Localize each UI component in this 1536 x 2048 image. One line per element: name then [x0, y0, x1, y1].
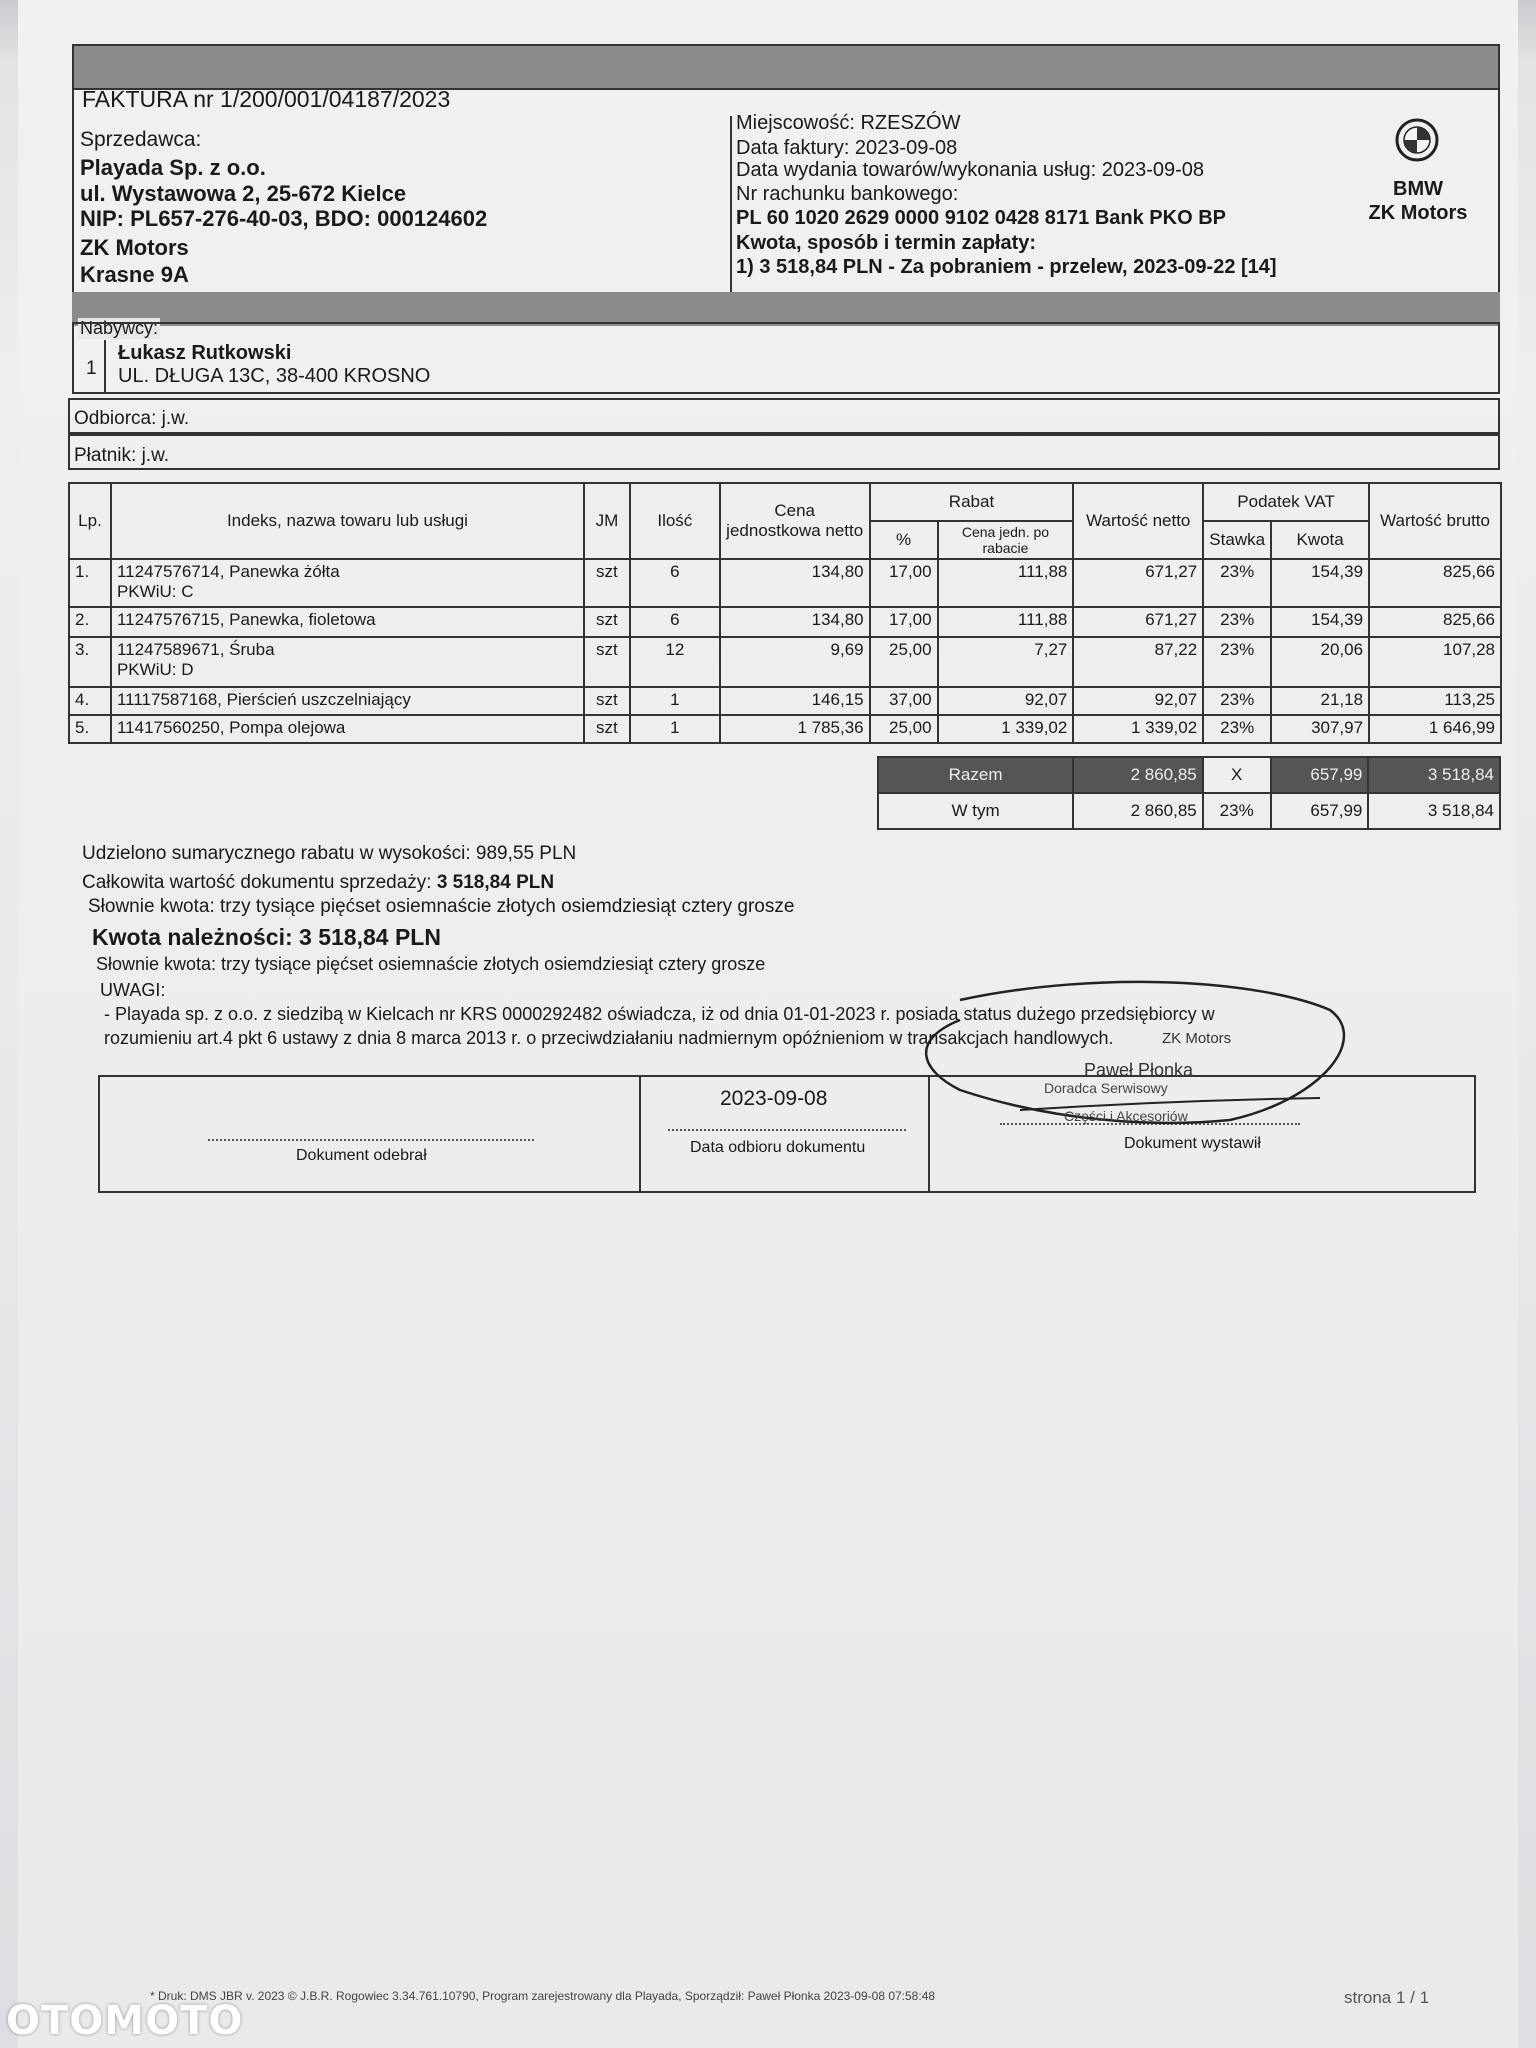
item-name-text: 11247576715, Panewka, fioletowa — [116, 610, 376, 629]
col-net: Wartość netto — [1073, 483, 1203, 559]
item-price: 9,69 — [720, 637, 870, 687]
receipt-date: 2023-09-08 — [720, 1087, 828, 1110]
item-discount-price: 92,07 — [938, 687, 1074, 715]
amount-due-label: Kwota należności: — [92, 924, 293, 950]
seller-branch-street: Krasne 9A — [80, 262, 189, 287]
item-unit: szt — [584, 687, 630, 715]
of-which-net: 2 860,85 — [1073, 793, 1203, 829]
table-row — [69, 715, 1501, 743]
item-lp: 1. — [69, 559, 111, 607]
buyer-number: 1 — [86, 358, 97, 379]
item-lp: 5. — [69, 715, 111, 743]
item-gross: 107,28 — [1369, 637, 1501, 687]
place-of-issue: Miejscowość: RZESZÓW — [736, 112, 961, 134]
receipt-date-label: Data odbioru dokumentu — [690, 1139, 866, 1156]
bank-account: PL 60 1020 2629 0000 9102 0428 8171 Bank PKO BP — [736, 207, 1226, 229]
item-unit: szt — [584, 607, 630, 637]
of-which-rate: 23% — [1203, 793, 1271, 829]
item-gross: 113,25 — [1369, 687, 1501, 715]
item-vat-rate: 23% — [1203, 607, 1271, 637]
of-which-gross: 3 518,84 — [1368, 793, 1500, 829]
seller-address: ul. Wystawowa 2, 25-672 Kielce — [80, 181, 407, 206]
item-qty: 6 — [630, 607, 720, 637]
seller-branch: ZK Motors — [80, 235, 189, 260]
item-name-text: 11247589671, Śruba — [116, 640, 275, 659]
discount-summary: Udzielono sumarycznego rabatu w wysokości: 989,55 PLN — [82, 843, 577, 864]
item-unit: szt — [584, 715, 630, 743]
received-dots — [208, 1139, 534, 1141]
col-vat-rate: Stawka — [1203, 521, 1271, 559]
item-net: 671,27 — [1073, 559, 1203, 607]
col-vat-amount: Kwota — [1271, 521, 1369, 559]
issued-label: Dokument wystawił — [1124, 1135, 1261, 1152]
item-lp: 2. — [69, 607, 111, 637]
item-gross: 1 646,99 — [1369, 715, 1501, 743]
received-cell — [100, 1077, 641, 1191]
seller-nip: NIP: PL657-276-40-03, BDO: 000124602 — [80, 206, 488, 231]
item-lp: 3. — [69, 637, 111, 687]
item-qty: 1 — [630, 715, 720, 743]
item-discount-pct: 17,00 — [870, 559, 938, 607]
bank-account-label: Nr rachunku bankowego: — [736, 183, 959, 205]
item-price: 146,15 — [720, 687, 870, 715]
delivery-date: Data wydania towarów/wykonania usług: 2023-09-08 — [736, 159, 1205, 181]
note-line-2: rozumieniu art.4 pkt 6 ustawy z dnia 8 marca 2013 r. o przeciwdziałaniu nadmiernym opóźnieniom w transakcjach handlowych. — [104, 1028, 1114, 1048]
total-value-line — [82, 872, 554, 894]
item-vat-amount: 307,97 — [1271, 715, 1369, 743]
item-vat-rate: 23% — [1203, 637, 1271, 687]
item-discount-pct: 25,00 — [870, 715, 938, 743]
total-value-label: Całkowita wartość dokumentu sprzedaży: — [82, 872, 432, 893]
of-which-row — [878, 793, 1500, 829]
otomoto-watermark: OTOMOTO — [6, 1998, 244, 2044]
seller-name: Playada Sp. z o.o. — [80, 155, 266, 180]
item-discount-pct: 25,00 — [870, 637, 938, 687]
payer-box — [68, 434, 1500, 470]
recipient: Odbiorca: j.w. — [74, 408, 190, 429]
item-discount-price: 111,88 — [938, 607, 1074, 637]
buyer-name: Łukasz Rutkowski — [118, 342, 292, 364]
item-discount-price: 1 339,02 — [938, 715, 1074, 743]
item-name-text: 11247576714, Panewka żółta — [116, 562, 340, 581]
buyer-band — [72, 292, 1500, 326]
item-qty: 1 — [630, 687, 720, 715]
item-price: 1 785,36 — [720, 715, 870, 743]
table-row — [69, 607, 1501, 637]
received-label: Dokument odebrał — [296, 1147, 427, 1164]
item-name — [111, 559, 584, 607]
stamp-name: Paweł Płonka — [1084, 1060, 1194, 1080]
item-qty: 12 — [630, 637, 720, 687]
table-row — [69, 687, 1501, 715]
brand-zk-motors: ZK Motors — [1368, 202, 1468, 224]
item-vat-amount: 21,18 — [1271, 687, 1369, 715]
item-name — [111, 715, 584, 743]
seller-label: Sprzedawca: — [80, 128, 202, 151]
item-name-text: 11117587168, Pierścień uszczelniający — [116, 690, 411, 709]
receipt-date-dots — [668, 1129, 906, 1131]
stamp-company: ZK Motors — [1162, 1030, 1232, 1047]
item-unit: szt — [584, 559, 630, 607]
item-name-text: 11417560250, Pompa olejowa — [116, 718, 346, 737]
total-row — [878, 757, 1500, 793]
item-discount-pct: 17,00 — [870, 607, 938, 637]
recipient-box — [68, 398, 1500, 434]
col-name: Indeks, nazwa towaru lub usługi — [111, 483, 584, 559]
signature-stamp — [900, 980, 1380, 1130]
item-vat-amount: 20,06 — [1271, 637, 1369, 687]
col-discount-pct: % — [870, 521, 938, 559]
invoice-date: Data faktury: 2023-09-08 — [736, 137, 958, 159]
total-value: 3 518,84 PLN — [436, 872, 555, 893]
stamp-role: Doradca Serwisowy — [1044, 1080, 1168, 1096]
bmw-roundel-icon — [1395, 118, 1439, 162]
item-gross: 825,66 — [1369, 607, 1501, 637]
col-price: Cena jednostkowa netto — [720, 483, 870, 559]
item-vat-rate: 23% — [1203, 687, 1271, 715]
total-label: Razem — [878, 757, 1073, 793]
total-vat: 657,99 — [1271, 757, 1369, 793]
item-pkwiu: PKWiU: D — [116, 660, 194, 679]
note-line-1: - Playada sp. z o.o. z siedzibą w Kielcach nr KRS 0000292482 oświadcza, iż od dnia 01-01-2023 r. posiada status dużego przedsiębiorcy w — [104, 1004, 1215, 1024]
item-gross: 825,66 — [1369, 559, 1501, 607]
item-vat-amount: 154,39 — [1271, 559, 1369, 607]
col-vat: Podatek VAT — [1203, 483, 1369, 521]
payer: Płatnik: j.w. — [74, 445, 170, 466]
footer-imprint: * Druk: DMS JBR v. 2023 © J.B.R. Rogowiec 3.34.761.10790, Program zarejestrowany dla Playada, Sporządził: Paweł Płonka 2023-09-08 07:58:48 — [150, 1989, 936, 2003]
amount-in-words-2: Słownie kwota: trzy tysiące pięćset osiemnaście złotych osiemdziesiąt cztery grosze — [96, 954, 766, 974]
table-header-row — [69, 483, 1501, 521]
item-name — [111, 607, 584, 637]
buyer-divider — [104, 340, 106, 394]
of-which-label: W tym — [878, 793, 1073, 829]
item-vat-amount: 154,39 — [1271, 607, 1369, 637]
total-rate: X — [1203, 757, 1271, 793]
item-pkwiu: PKWiU: C — [116, 582, 194, 601]
item-name — [111, 687, 584, 715]
item-net: 92,07 — [1073, 687, 1203, 715]
col-jm: JM — [584, 483, 630, 559]
item-net: 1 339,02 — [1073, 715, 1203, 743]
item-price: 134,80 — [720, 607, 870, 637]
item-qty: 6 — [630, 559, 720, 607]
col-lp: Lp. — [69, 483, 111, 559]
notes-label: UWAGI: — [100, 980, 166, 1000]
col-discount-price: Cena jedn. po rabacie — [938, 521, 1074, 559]
brand-bmw: BMW — [1393, 178, 1443, 200]
buyer-address: UL. DŁUGA 13C, 38-400 KROSNO — [118, 365, 431, 387]
item-net: 87,22 — [1073, 637, 1203, 687]
amount-in-words-1: Słownie kwota: trzy tysiące pięćset osiemnaście złotych osiemdziesiąt cztery grosze — [88, 896, 795, 917]
stamp-dept: Części i Akcesoriów — [1064, 1108, 1188, 1124]
col-qty: Ilość — [630, 483, 720, 559]
table-row — [69, 637, 1501, 687]
item-discount-price: 111,88 — [938, 559, 1074, 607]
item-price: 134,80 — [720, 559, 870, 607]
page-number: strona 1 / 1 — [1344, 1988, 1430, 2007]
totals-table — [877, 756, 1501, 830]
item-discount-pct: 37,00 — [870, 687, 938, 715]
of-which-vat: 657,99 — [1271, 793, 1369, 829]
invoice-header-bar — [72, 44, 1500, 90]
payment-label: Kwota, sposób i termin zapłaty: — [736, 232, 1037, 254]
item-vat-rate: 23% — [1203, 559, 1271, 607]
table-row — [69, 559, 1501, 607]
item-name — [111, 637, 584, 687]
item-vat-rate: 23% — [1203, 715, 1271, 743]
items-table — [68, 482, 1502, 744]
item-net: 671,27 — [1073, 607, 1203, 637]
amount-due: 3 518,84 PLN — [299, 924, 441, 950]
total-gross: 3 518,84 — [1368, 757, 1500, 793]
item-unit: szt — [584, 637, 630, 687]
buyer-label: Nabywcy: — [80, 318, 159, 338]
item-lp: 4. — [69, 687, 111, 715]
col-discount: Rabat — [870, 483, 1074, 521]
invoice-title: FAKTURA nr 1/200/001/04187/2023 — [82, 86, 451, 112]
item-discount-price: 7,27 — [938, 637, 1074, 687]
total-net: 2 860,85 — [1073, 757, 1203, 793]
payment-terms: 1) 3 518,84 PLN - Za pobraniem - przelew, 2023-09-22 [14] — [736, 256, 1277, 278]
amount-due-line — [92, 924, 441, 951]
col-gross: Wartość brutto — [1369, 483, 1501, 559]
